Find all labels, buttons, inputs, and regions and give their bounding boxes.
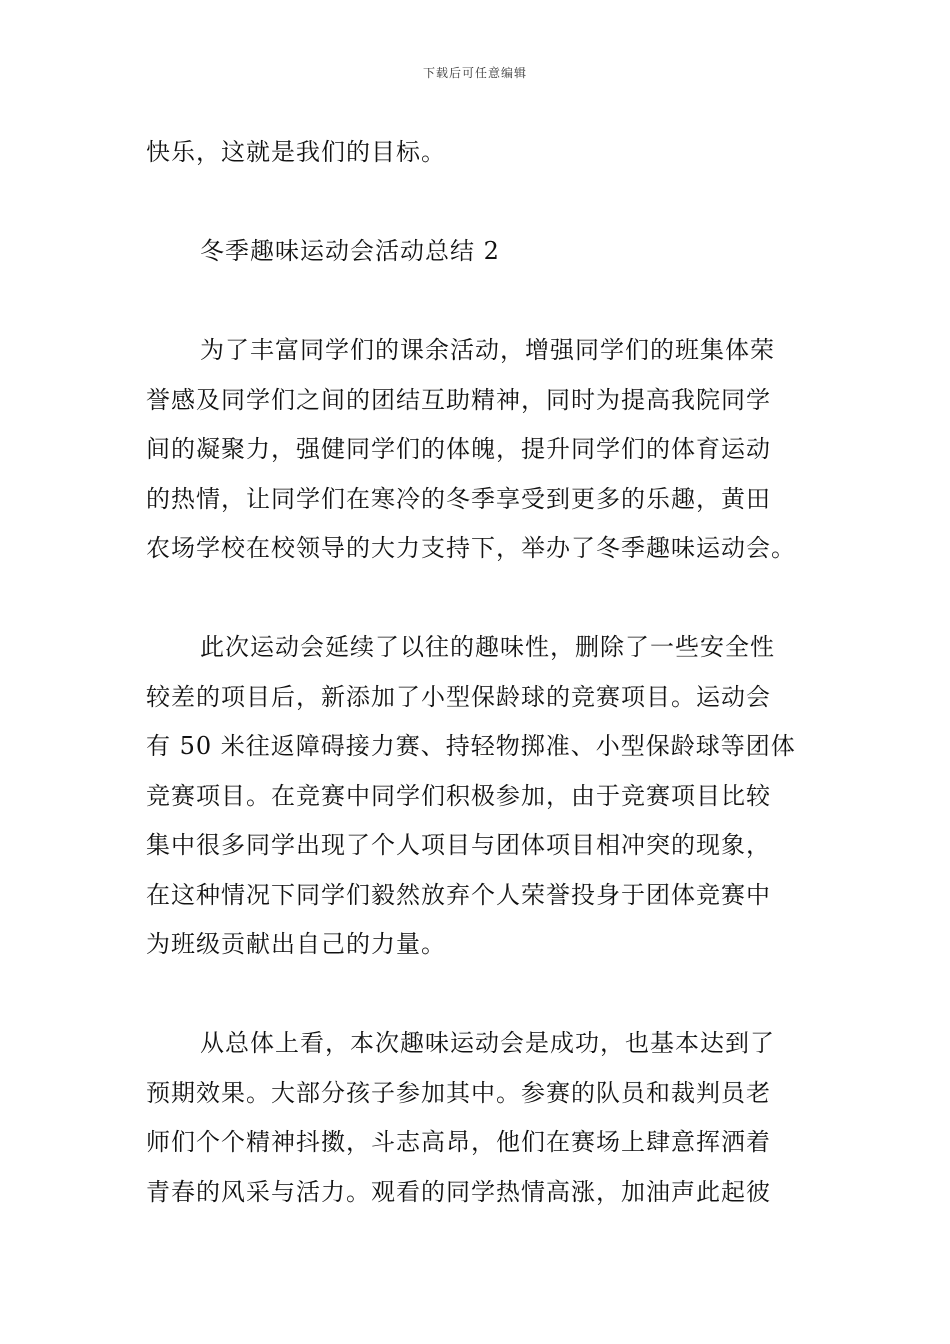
text-line: 较差的项目后，新添加了小型保龄球的竞赛项目。运动会 [146,682,771,711]
section-title [146,227,810,277]
text-line: 竞赛项目。在竞赛中同学们积极参加，由于竞赛项目比较 [146,781,771,810]
paragraph-summary [146,1019,810,1217]
document-body [146,128,810,1217]
paragraph-gap [146,970,810,1020]
paragraph-gap [146,277,810,327]
section-title-text: 冬季趣味运动会活动总结 2 [200,237,500,265]
text-line: 集中很多同学出现了个人项目与团体项目相冲突的现象， [146,831,771,859]
paragraph-continuation [146,128,810,178]
text-line: 快乐，这就是我们的目标。 [146,138,446,166]
paragraph-gap [146,574,810,624]
paragraph-events [146,623,810,970]
paragraph-gap [146,178,810,228]
text-line: 的热情，让同学们在寒冷的冬季享受到更多的乐趣，黄田 [146,484,771,513]
text-line: 誉感及同学们之间的团结互助精神，同时为提高我院同学 [146,385,771,414]
text-line: 为了丰富同学们的课余活动，增强同学们的班集体荣 [200,336,775,364]
text-line: 从总体上看，本次趣味运动会是成功，也基本达到了 [200,1029,775,1057]
text-line: 有 50 米往返障碍接力赛、持轻物掷准、小型保龄球等团体 [146,732,796,760]
page-header: 下载后可任意编辑 [422,66,527,80]
text-line: 预期效果。大部分孩子参加其中。参赛的队员和裁判员老 [146,1078,771,1107]
text-line: 农场学校在校领导的大力支持下，举办了冬季趣味运动会。 [146,534,796,562]
text-line: 此次运动会延续了以往的趣味性，删除了一些安全性 [200,633,775,661]
text-line: 青春的风采与活力。观看的同学热情高涨，加油声此起彼 [146,1177,771,1206]
text-line: 师们个个精神抖擞，斗志高昂，他们在赛场上肆意挥洒着 [146,1128,771,1156]
text-line: 间的凝聚力，强健同学们的体魄，提升同学们的体育运动 [146,435,771,463]
text-line: 在这种情况下同学们毅然放弃个人荣誉投身于团体竞赛中 [146,880,771,909]
paragraph-intro [146,326,810,574]
text-line: 为班级贡献出自己的力量。 [146,930,446,958]
